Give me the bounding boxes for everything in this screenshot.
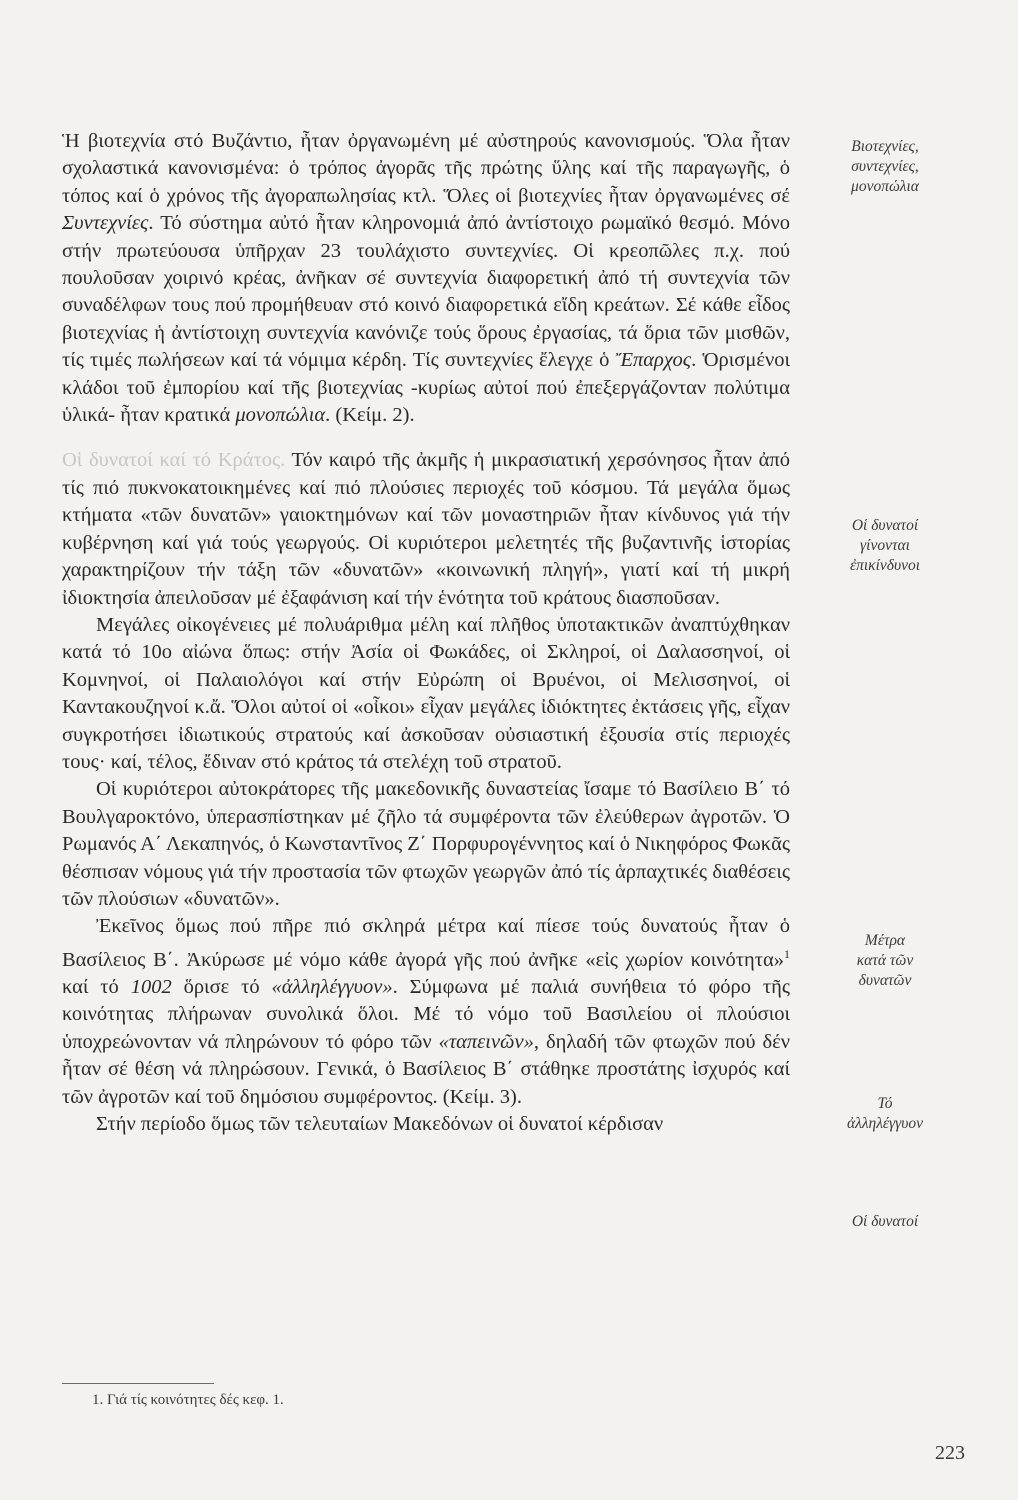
term-monopolies: μονοπώλια	[235, 404, 326, 427]
main-text-column	[62, 128, 790, 1138]
footnote: 1. Γιά τίς κοινότητες δές κεφ. 1.	[92, 1392, 284, 1408]
margin-note-dangerous: Οἱ δυνατοί γίνονται ἐπικίνδυνοι	[849, 517, 921, 574]
paragraph-basil: Ἐκεῖνος ὅμως πού πῆρε πιό σκληρά μέτρα καί πίεσε τούς δυνατούς ἦταν ὁ Βασίλειος Β΄. Ἀκύρωσε μέ νόμο κάθε ἀγορά γῆς πού ἀνῆκε «εἰς χωρίον κοινότητα»$^1$ καί τό 1002 ὅρισε τό «ἀλληλέγγυον». Σύμφωνα μέ παλιά συνήθεια τό φόρο τῆς κοινότητας πλήρωναν συνολικά ὅλοι. Μέ τό νόμο τοῦ Βασιλείου οἱ πλούσιοι ὑποχρεώνονταν νά πληρώνουν τό φόρο τῶν «ταπεινῶν», δηλαδή τῶν φτωχῶν πού δέν ἦταν σέ θέση νά πληρώσουν. Γενικά, ὁ Βασίλειος Β΄ στάθηκε προστάτης ἰσχυρός καί τῶν ἀγροτῶν καί τοῦ δημόσιου συμφέροντος. (Κείμ. 3).	[62, 915, 790, 1108]
margin-note-guilds: Βιοτεχνίες, συντεχνίες, μονοπώλια	[851, 138, 919, 195]
page-number: 223	[935, 1442, 965, 1464]
term-guilds: Συντεχνίες	[62, 212, 149, 235]
paragraph-powerful-and-state: Οἱ δυνατοί καί τό Κράτος. Τόν καιρό τῆς ἀκμῆς ἡ μικρασιατική χερσόνησος ἦταν ἀπό τίς πιό πυκνοκατοικημένες καί πιό πλούσιες περιοχές τοῦ κόσμου. Τά μεγάλα ὅμως κτήματα «τῶν δυνατῶν» γαιοκτημόνων καί τῶν μοναστηριῶν ἦταν κίνδυνος γιά τήν κυβέρνηση καί γιά τούς γεωργούς. Οἱ κυριότεροι μελετητές τῆς βυζαντινῆς ἱστορίας χαρακτηρίζουν τήν τάξη τῶν «δυνατῶν» «κοινωνική πληγή», γιατί καί τή μικρή ἰδιοκτησία ἀπειλοῦσαν μέ ἐξαφάνιση καί τήν ἑνότητα τοῦ κράτους διασποῦσαν.	[62, 449, 790, 609]
term-allilengyon: «ἀλληλέγγυον»	[271, 976, 393, 999]
paragraph-guilds: Ἡ βιοτεχνία στό Βυζάντιο, ἦταν ὀργανωμένη μέ αὐστηρούς κανονισμούς. Ὅλα ἦταν σχολαστικά κανονισμένα: ὁ τρόπος ἀγορᾶς τῆς πρώτης ὕλης καί τῆς παραγωγῆς, ὁ τόπος καί ὁ χρόνος τῆς ἀγοραπωλησίας κτλ. Ὅλες οἱ βιοτεχνίες ἦταν ὀργανωμένες σέ Συντεχνίες. Τό σύστημα αὐτό ἦταν κληρονομιά ἀπό ἀντίστοιχο ρωμαϊκό θεσμό. Μόνο στήν πρωτεύουσα ὑπῆρχαν 23 τουλάχιστο συντεχνίες. Οἱ κρεοπῶλες π.χ. πού πουλοῦσαν χοιρινό κρέας, ἀνῆκαν σέ συντεχνία διαφορετική ἀπό τή συντεχνία τῶν συναδέλφων τους πού προμήθευαν στό κοινό διαφορετικά εἴδη κρεάτων. Σέ κάθε εἶδος βιοτεχνίας ἡ ἀντίστοιχη συντεχνία κανόνιζε τούς ὅρους ἐργασίας, τά ὅρια τῶν μισθῶν, τίς τιμές πωλήσεων καί τά νόμιμα κέρδη. Τίς συντεχνίες ἔλεγχε ὁ Ἔπαρχος. Ὁρισμένοι κλάδοι τοῦ ἐμπορίου καί τῆς βιοτεχνίας -κυρίως αὐτοί πού ἐπεξεργάζονταν πολύτιμα ὑλικά- ἦταν κρατικά μονοπώλια. (Κείμ. 2).	[62, 130, 790, 427]
year-1002: 1002	[130, 976, 172, 999]
section-heading: Οἱ δυνατοί καί τό Κράτος.	[62, 449, 286, 472]
footnote-divider	[62, 1383, 214, 1384]
paragraph-families: Μεγάλες οἰκογένειες μέ πολυάριθμα μέλη καί πλῆθος ὑποτακτικῶν ἀναπτύχθηκαν κατά τό 10ο αἰώνα ὅπως: στήν Ἀσία οἱ Φωκάδες, οἱ Σκληροί, οἱ Δαλασσηνοί, οἱ Κομνηνοί, οἱ Παλαιολόγοι καί στήν Εὐρώπη οἱ Βρυένοι, οἱ Μελισσηνοί, οἱ Καντακουζηνοί κ.ἄ. Ὅλοι αὐτοί οἱ «οἶκοι» εἶχαν μεγάλες ἰδιόκτητες ἐκτάσεις γῆς, εἶχαν συγκροτήσει ἰδιωτικούς στρατούς καί ἀσκοῦσαν οὐσιαστική ἐξουσία στίς περιοχές τους· καί, τέλος, ἔδιναν στό κράτος τά στελέχη τοῦ στρατοῦ.	[62, 613, 790, 773]
margin-note-allilengyon: Τό ἀλληλέγγυον	[846, 1095, 924, 1132]
paragraph-last-line: Στήν περίοδο ὅμως τῶν τελευταίων Μακεδόνων οἱ δυνατοί κέρδισαν	[96, 1113, 664, 1136]
paragraph-emperors: Οἱ κυριότεροι αὐτοκράτορες τῆς μακεδονικῆς δυναστείας ἴσαμε τό Βασίλειο Β΄ τό Βουλγαροκτόνο, ὑπερασπίστηκαν μέ ζῆλο τά συμφέροντα τῶν ἐλεύθερων ἀγροτῶν. Ὁ Ρωμανός Α΄ Λεκαπηνός, ὁ Κωνσταντῖνος Ζ΄ Πορφυρογέννητος καί ὁ Νικηφόρος Φωκᾶς θέσπισαν νόμους γιά τήν προστασία τῶν φτωχῶν γεωργῶν ἀπό τίς ἁρπαχτικές διαθέσεις τῶν πλούσιων «δυνατῶν».	[62, 778, 790, 910]
margin-note-measures: Μέτρα κατά τῶν δυνατῶν	[856, 932, 914, 989]
term-eparch: Ἔπαρχος	[615, 349, 692, 372]
term-tapeinon: «ταπεινῶν»	[438, 1030, 534, 1053]
footnote-ref: 1	[784, 946, 790, 961]
margin-note-powerful: Οἱ δυνατοί	[851, 1213, 919, 1230]
